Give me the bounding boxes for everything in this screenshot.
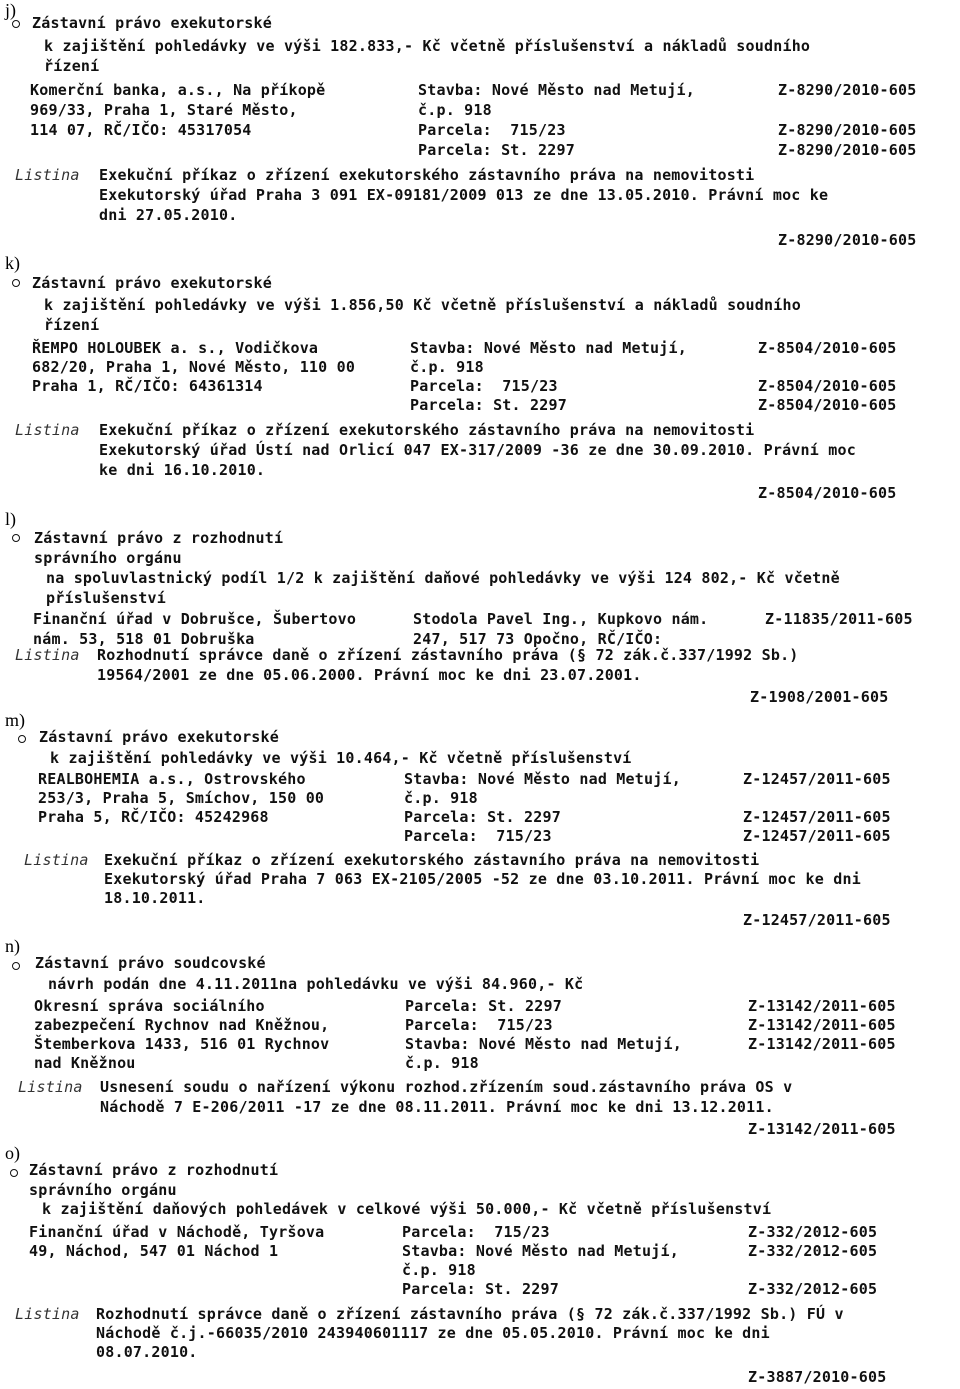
section-label: m) <box>5 710 25 730</box>
listina-text: Exekutorský úřad Ústí nad Orlicí 047 EX-317/2009 -36 ze dne 30.09.2010. Právní moc <box>99 441 856 459</box>
entry-description: k zajištění pohledávky ve výši 1.856,50 Kč včetně příslušenství a nákladů soudního <box>44 296 801 314</box>
property-line: Stavba: Nové Město nad Metují, <box>405 1035 682 1053</box>
section-label: l) <box>5 509 16 529</box>
property-line: č.p. 918 <box>418 101 492 119</box>
entry-title: správního orgánu <box>29 1181 177 1199</box>
creditor-line: Štemberkova 1433, 516 01 Rychnov <box>34 1035 330 1053</box>
entry-description: k zajištění pohledávky ve výši 10.464,- Kč včetně příslušenství <box>50 749 632 767</box>
property-line: Parcela: 715/23 <box>404 827 552 845</box>
footer-record-code: Z-13142/2011-605 <box>748 1120 896 1138</box>
property-line: č.p. 918 <box>410 358 484 376</box>
record-code: Z-8290/2010-605 <box>778 141 917 159</box>
entry-title: Zástavní právo z rozhodnutí <box>29 1161 279 1179</box>
listina-text: Rozhodnutí správce daně o zřízení zástavního práva (§ 72 zák.č.337/1992 Sb.) <box>97 646 799 664</box>
entry-description: k zajištění pohledávky ve výši 182.833,- Kč včetně příslušenství a nákladů soudního <box>44 37 811 55</box>
property-line: Stavba: Nové Město nad Metují, <box>410 339 687 357</box>
listina-text: Exekuční příkaz o zřízení exekutorského zástavního práva na nemovitosti <box>99 421 755 439</box>
property-line: Parcela: St. 2297 <box>404 808 561 826</box>
listina-text: Usnesení soudu o nařízení výkonu rozhod.zřízením soud.zástavního práva OS v <box>100 1078 793 1096</box>
footer-record-code: Z-8504/2010-605 <box>758 484 897 502</box>
entry-description: návrh podán dne 4.11.2011na pohledávku ve výši 84.960,- Kč <box>48 975 584 993</box>
property-line: Stavba: Nové Město nad Metují, <box>402 1242 679 1260</box>
entry-title: Zástavní právo exekutorské <box>32 14 272 32</box>
entry-description: na spoluvlastnický podíl 1/2 k zajištění daňové pohledávky ve výši 124 802,- Kč včetně <box>46 569 840 587</box>
record-code: Z-8290/2010-605 <box>778 121 917 139</box>
entry-title: Zástavní právo soudcovské <box>35 954 266 972</box>
listina-text: 08.07.2010. <box>96 1343 198 1361</box>
listina-label: Listina <box>15 421 80 439</box>
listina-text: 19564/2001 ze dne 05.06.2000. Právní moc ke dni 23.07.2001. <box>97 666 642 684</box>
section-label: k) <box>5 253 20 273</box>
entry-description: příslušenství <box>46 589 166 607</box>
listina-label: Listina <box>18 1078 83 1096</box>
record-code: Z-8504/2010-605 <box>758 339 897 357</box>
footer-record-code: Z-1908/2001-605 <box>750 688 889 706</box>
record-code: Z-332/2012-605 <box>748 1280 878 1298</box>
listina-text: Exekuční příkaz o zřízení exekutorského zástavního práva na nemovitosti <box>99 166 755 184</box>
section-label: o) <box>5 1143 20 1163</box>
property-line: Parcela: 715/23 <box>410 377 558 395</box>
bullet-icon <box>12 20 20 28</box>
entry-title: Zástavní právo z rozhodnutí <box>34 529 284 547</box>
creditor-line: 969/33, Praha 1, Staré Město, <box>30 101 298 119</box>
property-line: 247, 517 73 Opočno, RČ/IČO: <box>413 630 663 648</box>
listina-text: Exekutorský úřad Praha 7 063 EX-2105/2005 -52 ze dne 03.10.2011. Právní moc ke dni <box>104 870 861 888</box>
record-code: Z-8504/2010-605 <box>758 396 897 414</box>
creditor-line: 253/3, Praha 5, Smíchov, 150 00 <box>38 789 325 807</box>
listina-label: Listina <box>15 1305 80 1323</box>
record-code: Z-13142/2011-605 <box>748 1016 896 1034</box>
listina-label: Listina <box>24 851 89 869</box>
bullet-icon <box>10 1169 18 1177</box>
record-code: Z-13142/2011-605 <box>748 997 896 1015</box>
property-line: Parcela: 715/23 <box>405 1016 553 1034</box>
property-line: č.p. 918 <box>405 1054 479 1072</box>
record-code: Z-13142/2011-605 <box>748 1035 896 1053</box>
property-line: Parcela: St. 2297 <box>418 141 575 159</box>
listina-text: Exekuční příkaz o zřízení exekutorského zástavního práva na nemovitosti <box>104 851 760 869</box>
record-code: Z-11835/2011-605 <box>765 610 913 628</box>
creditor-line: nám. 53, 518 01 Dobruška <box>33 630 255 648</box>
property-line: Parcela: St. 2297 <box>405 997 562 1015</box>
record-code: Z-8290/2010-605 <box>778 81 917 99</box>
property-line: Stavba: Nové Město nad Metují, <box>404 770 681 788</box>
record-code: Z-12457/2011-605 <box>743 808 891 826</box>
footer-record-code: Z-12457/2011-605 <box>743 911 891 929</box>
entry-title: Zástavní právo exekutorské <box>32 274 272 292</box>
property-line: č.p. 918 <box>404 789 478 807</box>
property-line: Parcela: St. 2297 <box>410 396 567 414</box>
entry-title: Zástavní právo exekutorské <box>39 728 279 746</box>
creditor-line: nad Kněžnou <box>34 1054 136 1072</box>
record-code: Z-332/2012-605 <box>748 1242 878 1260</box>
footer-record-code: Z-8290/2010-605 <box>778 231 917 249</box>
property-line: Parcela: St. 2297 <box>402 1280 559 1298</box>
creditor-line: 49, Náchod, 547 01 Náchod 1 <box>29 1242 279 1260</box>
creditor-line: Okresní správa sociálního <box>34 997 265 1015</box>
creditor-line: Praha 5, RČ/IČO: 45242968 <box>38 808 269 826</box>
creditor-line: REALBOHEMIA a.s., Ostrovského <box>38 770 306 788</box>
creditor-line: Finanční úřad v Dobrušce, Šubertovo <box>33 610 357 628</box>
listina-label: Listina <box>15 646 80 664</box>
bullet-icon <box>12 279 20 287</box>
creditor-line: 114 07, RČ/IČO: 45317054 <box>30 121 252 139</box>
creditor-line: zabezpečení Rychnov nad Kněžnou, <box>34 1016 330 1034</box>
record-code: Z-12457/2011-605 <box>743 770 891 788</box>
listina-text: Exekutorský úřad Praha 3 091 EX-09181/2009 013 ze dne 13.05.2010. Právní moc ke <box>99 186 829 204</box>
creditor-line: ŘEMPO HOLOUBEK a. s., Vodičkova <box>32 339 319 357</box>
listina-text: Náchodě č.j.-66035/2010 243940601117 ze dne 05.05.2010. Právní moc ke dni <box>96 1324 770 1342</box>
listina-text: Rozhodnutí správce daně o zřízení zástavního práva (§ 72 zák.č.337/1992 Sb.) FÚ v <box>96 1305 844 1323</box>
record-code: Z-8504/2010-605 <box>758 377 897 395</box>
section-label: j) <box>5 0 16 20</box>
property-line: Parcela: 715/23 <box>402 1223 550 1241</box>
listina-text: 18.10.2011. <box>104 889 206 907</box>
bullet-icon <box>12 534 20 542</box>
listina-text: dni 27.05.2010. <box>99 206 238 224</box>
entry-description: k zajištění daňových pohledávek v celkové výši 50.000,- Kč včetně příslušenství <box>42 1200 772 1218</box>
creditor-line: Komerční banka, a.s., Na příkopě <box>30 81 326 99</box>
property-line: Parcela: 715/23 <box>418 121 566 139</box>
listina-text: ke dni 16.10.2010. <box>99 461 266 479</box>
entry-description: řízení <box>44 316 100 334</box>
section-label: n) <box>5 936 20 956</box>
record-code: Z-332/2012-605 <box>748 1223 878 1241</box>
footer-record-code: Z-3887/2010-605 <box>748 1368 887 1386</box>
record-code: Z-12457/2011-605 <box>743 827 891 845</box>
entry-description: řízení <box>44 57 100 75</box>
creditor-line: Praha 1, RČ/IČO: 64361314 <box>32 377 263 395</box>
creditor-line: 682/20, Praha 1, Nové Město, 110 00 <box>32 358 356 376</box>
listina-label: Listina <box>15 166 80 184</box>
listina-text: Náchodě 7 E-206/2011 -17 ze dne 08.11.2011. Právní moc ke dni 13.12.2011. <box>100 1098 774 1116</box>
property-line: č.p. 918 <box>402 1261 476 1279</box>
creditor-line: Finanční úřad v Náchodě, Tyršova <box>29 1223 325 1241</box>
entry-title: správního orgánu <box>34 549 182 567</box>
bullet-icon <box>12 962 20 970</box>
property-line: Stodola Pavel Ing., Kupkovo nám. <box>413 610 709 628</box>
bullet-icon <box>18 735 26 743</box>
property-line: Stavba: Nové Město nad Metují, <box>418 81 695 99</box>
